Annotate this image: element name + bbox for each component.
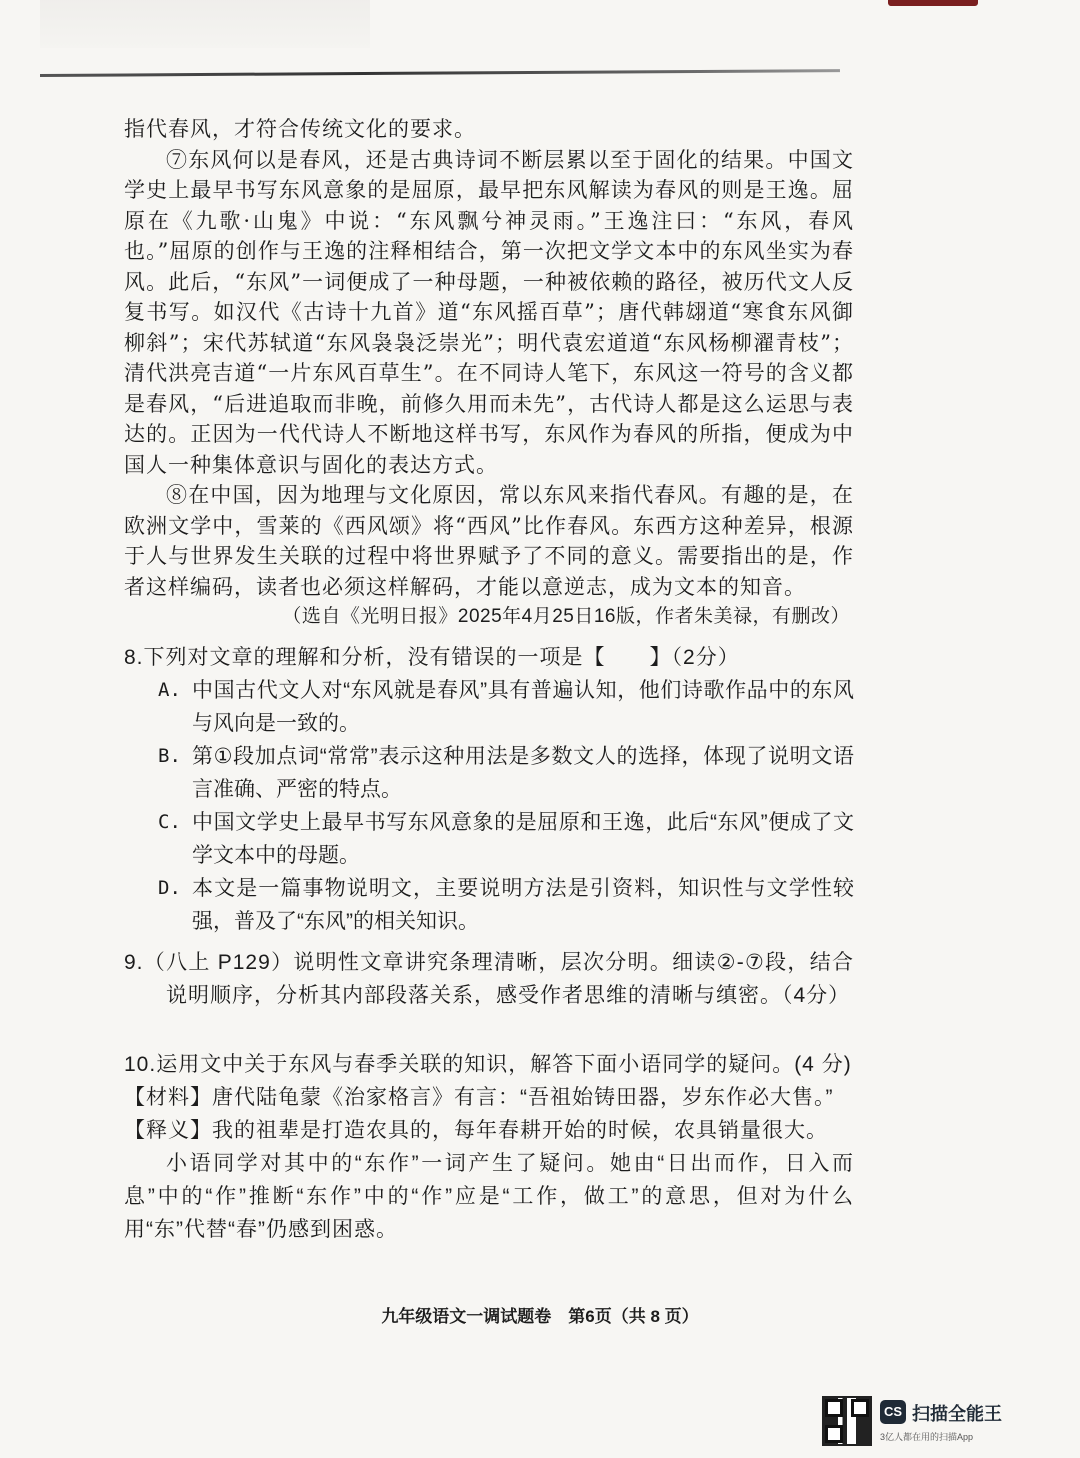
question-9-stem: 9.（八上 P129）说明性文章讲究条理清晰，层次分明。细读②-⑦段，结合说明顺序，分析其内部段落关系，感受作者思维的清晰与缜密。（4分） (124, 950, 854, 1007)
option-c (158, 806, 854, 872)
question-10-explanation: 【释义】我的祖辈是打造农具的，每年春耕开始的时候，农具销量很大。 (124, 1118, 828, 1142)
watermark-tagline: 3亿人都在用的扫描App (880, 1432, 974, 1442)
option-d (158, 872, 854, 938)
passage-source: （选自《光明日报》2025年4月25日16版，作者朱美禄，有删改） (282, 606, 850, 627)
option-text: 中国古代文人对“东风就是春风”具有普遍认知，他们诗歌作品中的东风与风向是一致的。 (192, 678, 854, 735)
option-letter: A. (158, 678, 181, 701)
watermark-app-name: 扫描全能王 (912, 1404, 1002, 1424)
option-text: 第①段加点词“常常”表示这种用法是多数文人的选择，体现了说明文语言准确、严密的特点。 (192, 744, 854, 801)
scan-edge-mark (888, 0, 978, 6)
option-text: 本文是一篇事物说明文，主要说明方法是引资料，知识性与文学性较强，普及了“东风”的相关知识。 (192, 876, 854, 933)
camscanner-logo-icon: CS (880, 1400, 906, 1424)
exam-content (124, 114, 854, 1246)
option-letter: B. (158, 744, 181, 767)
option-text: 中国文学史上最早书写东风意象的是屈原和王逸，此后“东风”便成了文学文本中的母题。 (192, 810, 854, 867)
passage-paragraph-7: ⑦东风何以是春风，还是古典诗词不断层累以至于固化的结果。中国文学史上最早书写东风意象的是屈原，最早把东风解读为春风的则是王逸。屈原在《九歌·山鬼》中说：“东风飘兮神灵雨。”王逸注曰：“东风，春风也。”屈原的创作与王逸的注释相结合，第一次把文学文本中的东风坐实为春风。此后，“东风”一词便成了一种母题，一种被依赖的路径，被历代文人反复书写。如汉代《古诗十九首》道“东风摇百草”；唐代韩翃道“寒食东风御柳斜”；宋代苏轼道“东风袅袅泛崇光”；明代袁宏道道“东风杨柳濯青枝”；清代洪亮吉道“一片东风百草生”。在不同诗人笔下，东风这一符号的含义都是春风，“后进追取而非晚，前修久用而未先”，古代诗人都是这么运思与表达的。正因为一代代诗人不断地这样书写，东风作为春风的所指，便成为中国人一种集体意识与固化的表达方式。 (124, 147, 854, 477)
option-letter: C. (158, 810, 181, 833)
answer-space (124, 1012, 854, 1040)
question-10-question: 小语同学对其中的“东作”一词产生了疑问。她由“日出而作，日入而息”中的“作”推断“东作”中的“作”应是“工作，做工”的意思，但对为什么用“东”代替“春”仍感到困惑。 (124, 1151, 854, 1241)
passage-paragraph-8: ⑧在中国，因为地理与文化原因，常以东风来指代春风。有趣的是，在欧洲文学中，雪莱的《西风颂》将“西风”比作春风。东西方这种差异，根源于人与世界发生关联的过程中将世界赋予了不同的意义。需要指出的是，作者这样编码，读者也必须这样解码，才能以意逆志，成为文本的知音。 (124, 483, 854, 599)
question-10-stem: 10.运用文中关于东风与春季关联的知识，解答下面小语同学的疑问。(4 分) (124, 1052, 852, 1076)
option-a (158, 674, 854, 740)
question-9 (124, 946, 854, 1012)
question-8 (124, 641, 854, 938)
option-b (158, 740, 854, 806)
option-letter: D. (158, 876, 181, 899)
page-footer: 九年级语文一调试题卷 第6页（共 8 页） (381, 1307, 699, 1326)
question-8-stem: 8.下列对文章的理解和分析，没有错误的一项是【 】（2分） (124, 645, 740, 669)
passage-intro: 指代春风，才符合传统文化的要求。 (124, 117, 476, 141)
question-10-material: 【材料】唐代陆龟蒙《治家格言》有言：“吾祖始铸田器，岁东作必大售。” (124, 1085, 834, 1109)
header-rule (40, 69, 840, 77)
qr-code-icon (822, 1396, 872, 1446)
question-10 (124, 1048, 854, 1246)
scan-smudge (40, 0, 370, 48)
